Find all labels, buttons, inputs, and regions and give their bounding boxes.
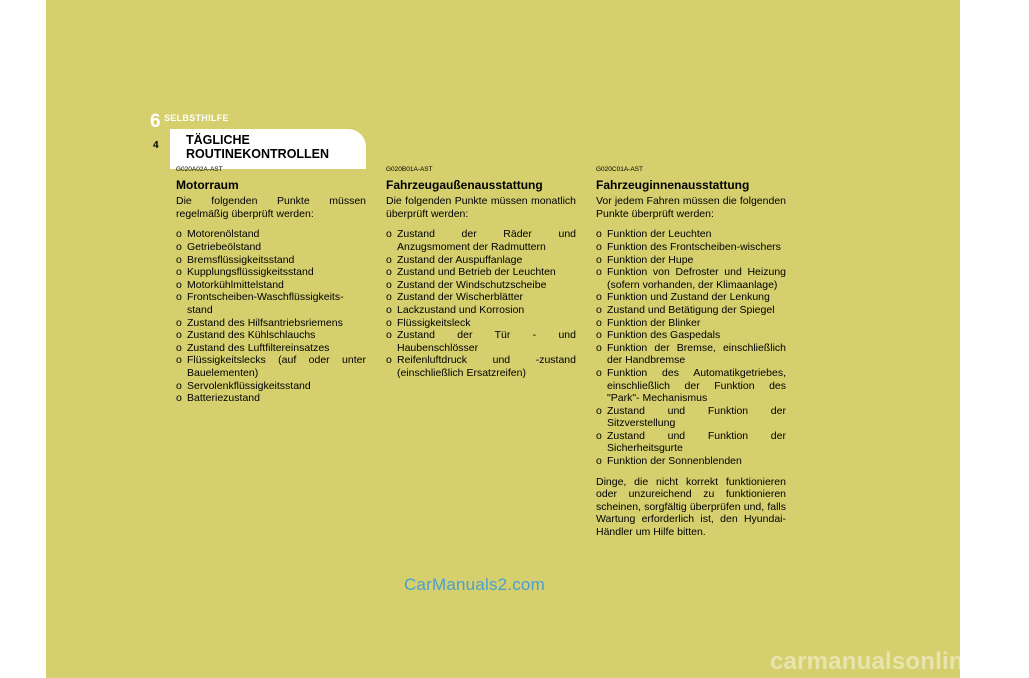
bullet-marker: o: [596, 240, 602, 253]
bullet-marker: o: [386, 316, 392, 329]
checklist-item: [386, 266, 576, 279]
checklist-item: [176, 241, 366, 254]
bullet-marker: o: [596, 366, 602, 379]
section-title: SELBSTHILFE: [164, 113, 229, 123]
checklist-item-text: Motorenölstand: [187, 228, 260, 241]
checklist-item-text: Funktion des Automatikgetriebes, einschließlich der Funktion des "Park"- Mechanismus: [607, 366, 786, 405]
checklist-item: [596, 241, 786, 254]
checklist-item: [386, 228, 576, 253]
checklist-item-text: Flüssigkeitslecks (auf oder unter Bauelementen): [187, 354, 366, 379]
checklist-item-text: Zustand und Betätigung der Spiegel: [607, 303, 775, 316]
checklist-item-text: Zustand und Betrieb der Leuchten: [397, 266, 556, 279]
column-exterior: [386, 164, 576, 380]
checklist-item-text: Funktion der Blinker: [607, 316, 701, 329]
bullet-marker: o: [386, 329, 392, 342]
bullet-marker: o: [386, 291, 392, 304]
watermark-text: carmanualsonline.info: [770, 648, 1029, 675]
bullet-marker: o: [176, 228, 182, 241]
bullet-marker: o: [596, 228, 602, 241]
checklist-item-text: Zustand und Funktion der Sicherheitsgurte: [607, 429, 786, 455]
bullet-marker: o: [176, 240, 182, 253]
checklist-item-text: Funktion der Leuchten: [607, 228, 712, 241]
checklist-item-text: Frontscheiben-Waschflüssigkeits-stand: [187, 291, 344, 316]
checklist-item: [176, 266, 366, 279]
checklist-item: [386, 329, 576, 354]
section-code: G020A02A-AST: [176, 166, 223, 173]
bullet-marker: o: [176, 329, 182, 342]
checklist-item-text: Lackzustand und Korrosion: [397, 303, 525, 316]
checklist-item: [596, 317, 786, 330]
checklist-item-text: Zustand des Hilfsantriebsriemens: [187, 316, 343, 329]
checklist-item-text: Zustand der Auspuffanlage: [397, 253, 523, 266]
bullet-marker: o: [176, 291, 182, 304]
bullet-marker: o: [176, 392, 182, 405]
checklist-item: [596, 342, 786, 367]
checklist: [596, 228, 786, 467]
bullet-marker: o: [596, 316, 602, 329]
checklist-item-text: Flüssigkeitsleck: [397, 316, 471, 329]
checklist-item-text: Zustand der Tür - und Haubenschlösser: [397, 329, 576, 354]
checklist: [176, 228, 366, 404]
section-code: G020B01A-AST: [386, 166, 433, 173]
bullet-marker: o: [386, 266, 392, 279]
bullet-marker: o: [176, 278, 182, 291]
checklist-item: [386, 304, 576, 317]
bullet-marker: o: [176, 341, 182, 354]
checklist-item-text: Funktion der Hupe: [607, 253, 694, 266]
column-interior: [596, 164, 786, 549]
bullet-marker: o: [596, 341, 602, 354]
checklist-item-text: Servolenkflüssigkeitsstand: [187, 379, 311, 392]
checklist-item: [596, 304, 786, 317]
checklist-item-text: Getriebeölstand: [187, 240, 262, 253]
checklist-item-text: Zustand der Windschutzscheibe: [397, 278, 547, 291]
checklist-item-text: Zustand des Luftfiltereinsatzes: [187, 341, 330, 354]
bullet-marker: o: [596, 303, 602, 316]
checklist-item: [596, 329, 786, 342]
checklist-item: [386, 279, 576, 292]
watermark-link[interactable]: CarManuals2.com: [404, 575, 545, 594]
section-heading: Fahrzeugaußenausstattung: [386, 177, 543, 192]
checklist-item: [176, 342, 366, 355]
section-intro: Vor jedem Fahren müssen die folgenden Punkte überprüft werden:: [596, 195, 786, 220]
checklist-item-text: Motorkühlmittelstand: [187, 278, 284, 291]
bullet-marker: o: [386, 303, 392, 316]
checklist-item-text: Funktion des Frontscheiben-wischers: [607, 240, 781, 253]
checklist-item: [596, 266, 786, 291]
checklist-item: [596, 228, 786, 241]
checklist-item: [386, 354, 576, 379]
checklist-item: [596, 430, 786, 455]
checklist-item-text: Zustand und Funktion der Sitzverstellung: [607, 404, 786, 430]
checklist-item: [596, 367, 786, 405]
checklist-item: [176, 380, 366, 393]
checklist-item: [596, 254, 786, 267]
checklist-item-text: Zustand des Kühlschlauchs: [187, 329, 316, 342]
bullet-marker: o: [176, 354, 182, 367]
bullet-marker: o: [176, 253, 182, 266]
checklist-item: [596, 291, 786, 304]
checklist-item-text: Funktion der Sonnenblenden: [607, 455, 742, 468]
checklist-item: [386, 254, 576, 267]
bullet-marker: o: [386, 253, 392, 266]
section-intro: Die folgenden Punkte müssen monatlich überprüft werden:: [386, 195, 576, 220]
section-heading: Motorraum: [176, 177, 239, 192]
checklist: [386, 228, 576, 379]
checklist-item: [176, 317, 366, 330]
bullet-marker: o: [596, 291, 602, 304]
checklist-item: [176, 329, 366, 342]
section-code: G020C01A-AST: [596, 166, 643, 173]
column-engine-bay: [176, 164, 366, 405]
bullet-marker: o: [176, 316, 182, 329]
tab-title: TÄGLICHE ROUTINEKONTROLLEN: [186, 133, 330, 161]
checklist-item: [176, 254, 366, 267]
checklist-item: [176, 279, 366, 292]
bullet-marker: o: [596, 404, 602, 417]
bullet-marker: o: [596, 429, 602, 442]
bullet-marker: o: [596, 455, 602, 468]
bullet-marker: o: [176, 266, 182, 279]
checklist-item: [176, 291, 366, 316]
checklist-item-text: Zustand der Räder und Anzugsmoment der Radmuttern: [397, 228, 576, 253]
checklist-item: [176, 354, 366, 379]
checklist-item-text: Funktion von Defroster und Heizung (sofern vorhanden, der Klimaanlage): [607, 266, 786, 291]
bullet-marker: o: [176, 379, 182, 392]
bullet-marker: o: [386, 354, 392, 367]
checklist-item-text: Funktion und Zustand der Lenkung: [607, 291, 770, 304]
checklist-item-text: Bremsflüssigkeitsstand: [187, 253, 295, 266]
checklist-item-text: Funktion der Bremse, einschließlich der Handbremse: [607, 341, 786, 367]
section-intro: Die folgenden Punkte müssen regelmäßig überprüft werden:: [176, 195, 366, 220]
checklist-item: [176, 228, 366, 241]
checklist-item-text: Batteriezustand: [187, 392, 260, 405]
checklist-item: [596, 455, 786, 468]
checklist-item-text: Zustand der Wischerblätter: [397, 291, 524, 304]
checklist-item: [386, 291, 576, 304]
bullet-marker: o: [596, 266, 602, 279]
page-number: 4: [153, 140, 159, 151]
closing-note: Dinge, die nicht korrekt funktionieren oder unzureichend zu funktionieren scheinen, sorgfältig überprüfen und, falls Wartung erforderlich ist, den Hyundai-Händler um Hilfe bitten.: [596, 475, 786, 539]
bullet-marker: o: [596, 253, 602, 266]
bullet-marker: o: [386, 278, 392, 291]
section-heading: Fahrzeuginnenausstattung: [596, 177, 750, 192]
checklist-item: [386, 317, 576, 330]
checklist-item-text: Reifenluftdruck und -zustand (einschließlich Ersatzreifen): [397, 354, 576, 379]
checklist-item: [596, 405, 786, 430]
chapter-number: 6: [150, 111, 161, 132]
bullet-marker: o: [386, 228, 392, 241]
bullet-marker: o: [596, 329, 602, 342]
checklist-item-text: Kupplungsflüssigkeitsstand: [187, 266, 314, 279]
checklist-item-text: Funktion des Gaspedals: [607, 329, 721, 342]
checklist-item: [176, 392, 366, 405]
